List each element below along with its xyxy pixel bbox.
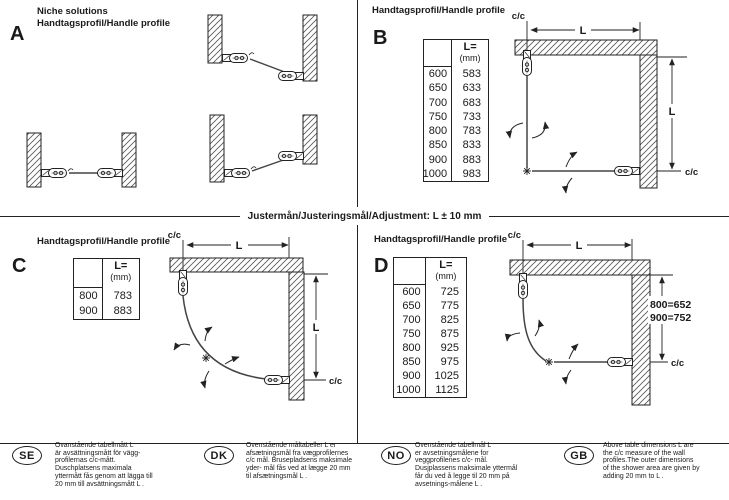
footer-line: afsætningsmål fra vægprofilernes bbox=[246, 449, 349, 457]
cc-label-top: c/c bbox=[511, 11, 525, 22]
footer-line: yttermått fås genom att lägga till bbox=[55, 472, 153, 480]
size-cell: 600 bbox=[394, 285, 426, 299]
footer-text-no bbox=[415, 442, 517, 488]
section-b-title: Handtagsprofil/Handle profile bbox=[372, 5, 506, 16]
dim-900-label: 900=752 bbox=[650, 312, 692, 324]
footer-line: Ovanstående tabellmått L bbox=[55, 442, 134, 449]
header-l-label: L= bbox=[114, 260, 128, 272]
header-unit-label: (mm) bbox=[435, 270, 457, 281]
footer-line: of the shower area are given by bbox=[603, 465, 700, 473]
length-cell: 733 bbox=[462, 110, 481, 123]
section-letter-a: A bbox=[10, 23, 25, 45]
size-cell: 650 bbox=[424, 81, 452, 95]
niche-variant-3 bbox=[210, 115, 317, 182]
l-dim-label-top: L bbox=[575, 240, 583, 252]
footer-line: til afsætningsmål L . bbox=[246, 472, 308, 480]
adjustment-text: Justermån/Justeringsmål/Adjustment: L ± 10 mm bbox=[247, 210, 482, 222]
length-cell: 1025 bbox=[434, 370, 459, 382]
section-letter-c: C bbox=[12, 255, 27, 277]
header-unit-label: (mm) bbox=[110, 271, 132, 282]
size-cell: 900 bbox=[424, 153, 452, 167]
cc-label-top: c/c bbox=[507, 230, 521, 241]
footer-line: Ovenstående tabellmål L bbox=[415, 442, 492, 449]
cc-label-bottom: c/c bbox=[329, 376, 343, 387]
footer-line: är avsättningsmått för vägg- bbox=[55, 449, 141, 457]
footer-line: profiles.The outer dimensions bbox=[603, 457, 694, 465]
cc-label-top: c/c bbox=[167, 230, 181, 241]
curved-corner-diagram-d bbox=[365, 228, 729, 443]
length-cell: 883 bbox=[462, 153, 481, 166]
length-cell: 983 bbox=[462, 167, 481, 180]
length-cell: 825 bbox=[440, 314, 459, 326]
length-cell: 775 bbox=[440, 300, 459, 312]
niche-solutions-diagram-a bbox=[0, 0, 358, 213]
adjustment-divider bbox=[0, 209, 729, 223]
footer-line: veggprofilenes c/c- mål. bbox=[415, 457, 488, 465]
footer-line: avsetnings-målene L . bbox=[415, 480, 483, 488]
size-cell: 700 bbox=[394, 313, 426, 327]
length-cell: 583 bbox=[462, 68, 481, 81]
size-cell: 1000 bbox=[394, 383, 426, 397]
footer-line: får du ved å legge til 20 mm på bbox=[415, 472, 510, 480]
footer-line: yder- mål fås ved at lægge 20 mm bbox=[246, 465, 351, 473]
length-cell: 633 bbox=[462, 82, 481, 95]
footer-line: er avsetningsmålene for bbox=[415, 449, 489, 457]
section-d-title: Handtagsprofil/Handle profile bbox=[374, 234, 508, 245]
dim-800-label: 800=652 bbox=[650, 299, 692, 311]
size-cell: 850 bbox=[424, 138, 452, 152]
badge-no: NO bbox=[381, 446, 411, 465]
header-l-label: L= bbox=[463, 41, 477, 53]
footer-text-gb bbox=[603, 442, 700, 481]
length-cell: 883 bbox=[113, 305, 132, 318]
length-cell: 783 bbox=[113, 289, 132, 302]
footer-text-se bbox=[55, 442, 153, 488]
badge-se: SE bbox=[12, 446, 42, 465]
section-letter-b: B bbox=[373, 27, 388, 49]
footer-line: c/c mål. Brusepladsens maksimale bbox=[246, 457, 353, 465]
footer-line: Dusjplassens maksimale yttermål bbox=[415, 465, 518, 473]
niche-variant-1 bbox=[208, 15, 317, 81]
section-letter-d: D bbox=[374, 255, 389, 277]
size-cell: 850 bbox=[394, 355, 426, 369]
quarter-round-diagram-c bbox=[0, 228, 358, 443]
header-l-label: L= bbox=[439, 259, 453, 271]
size-cell: 650 bbox=[394, 299, 426, 313]
section-a-title-line1: Niche solutions bbox=[37, 6, 108, 17]
l-dim-label-right: L bbox=[668, 106, 676, 118]
divider-line-right bbox=[489, 216, 729, 217]
l-dim-label-top: L bbox=[235, 240, 243, 252]
footer-line: profilernas c/c-mått. bbox=[55, 457, 116, 465]
footer-line: Ovenstående måltabeller L er bbox=[246, 442, 337, 449]
section-c-title: Handtagsprofil/Handle profile bbox=[37, 236, 171, 247]
header-unit-label: (mm) bbox=[459, 52, 481, 63]
size-cell: 800 bbox=[74, 288, 103, 304]
size-cell: 900 bbox=[74, 304, 103, 320]
divider-line-left bbox=[0, 216, 240, 217]
size-cell: 800 bbox=[424, 124, 452, 138]
size-cell: 750 bbox=[394, 327, 426, 341]
footer-line: Duschplatsens maximala bbox=[55, 465, 132, 473]
size-cell: 900 bbox=[394, 369, 426, 383]
length-cell: 1125 bbox=[435, 384, 459, 396]
length-cell: 833 bbox=[462, 139, 481, 152]
footer-line: the c/c measure of the wall bbox=[603, 449, 685, 457]
size-cell: 800 bbox=[394, 341, 426, 355]
corner-enclosure-diagram-b bbox=[365, 0, 729, 213]
size-cell: 700 bbox=[424, 96, 452, 110]
size-cell: 1000 bbox=[424, 167, 452, 181]
l-dim-label-top: L bbox=[579, 25, 587, 37]
footer-line: Above table dimensions L are bbox=[603, 442, 694, 449]
size-cell: 750 bbox=[424, 110, 452, 124]
section-a-title-line2: Handtagsprofil/Handle profile bbox=[37, 18, 171, 29]
l-dim-label-right: L bbox=[312, 322, 320, 334]
length-cell: 783 bbox=[462, 125, 481, 138]
cc-label-bottom: c/c bbox=[685, 167, 699, 178]
footer-line: 20 mm till avsättningsmått L . bbox=[55, 480, 144, 488]
badge-dk: DK bbox=[204, 446, 234, 465]
badge-gb: GB bbox=[564, 446, 594, 465]
footer-text-dk bbox=[246, 442, 352, 481]
footer-line: adding 20 mm to L . bbox=[603, 472, 664, 480]
cc-label-bottom: c/c bbox=[671, 358, 685, 369]
length-cell: 975 bbox=[440, 356, 459, 368]
niche-variant-2 bbox=[27, 133, 136, 187]
length-cell: 875 bbox=[440, 328, 459, 340]
length-cell: 925 bbox=[440, 342, 459, 354]
length-cell: 683 bbox=[462, 96, 481, 109]
size-cell: 600 bbox=[424, 67, 452, 81]
length-cell: 725 bbox=[440, 286, 459, 298]
